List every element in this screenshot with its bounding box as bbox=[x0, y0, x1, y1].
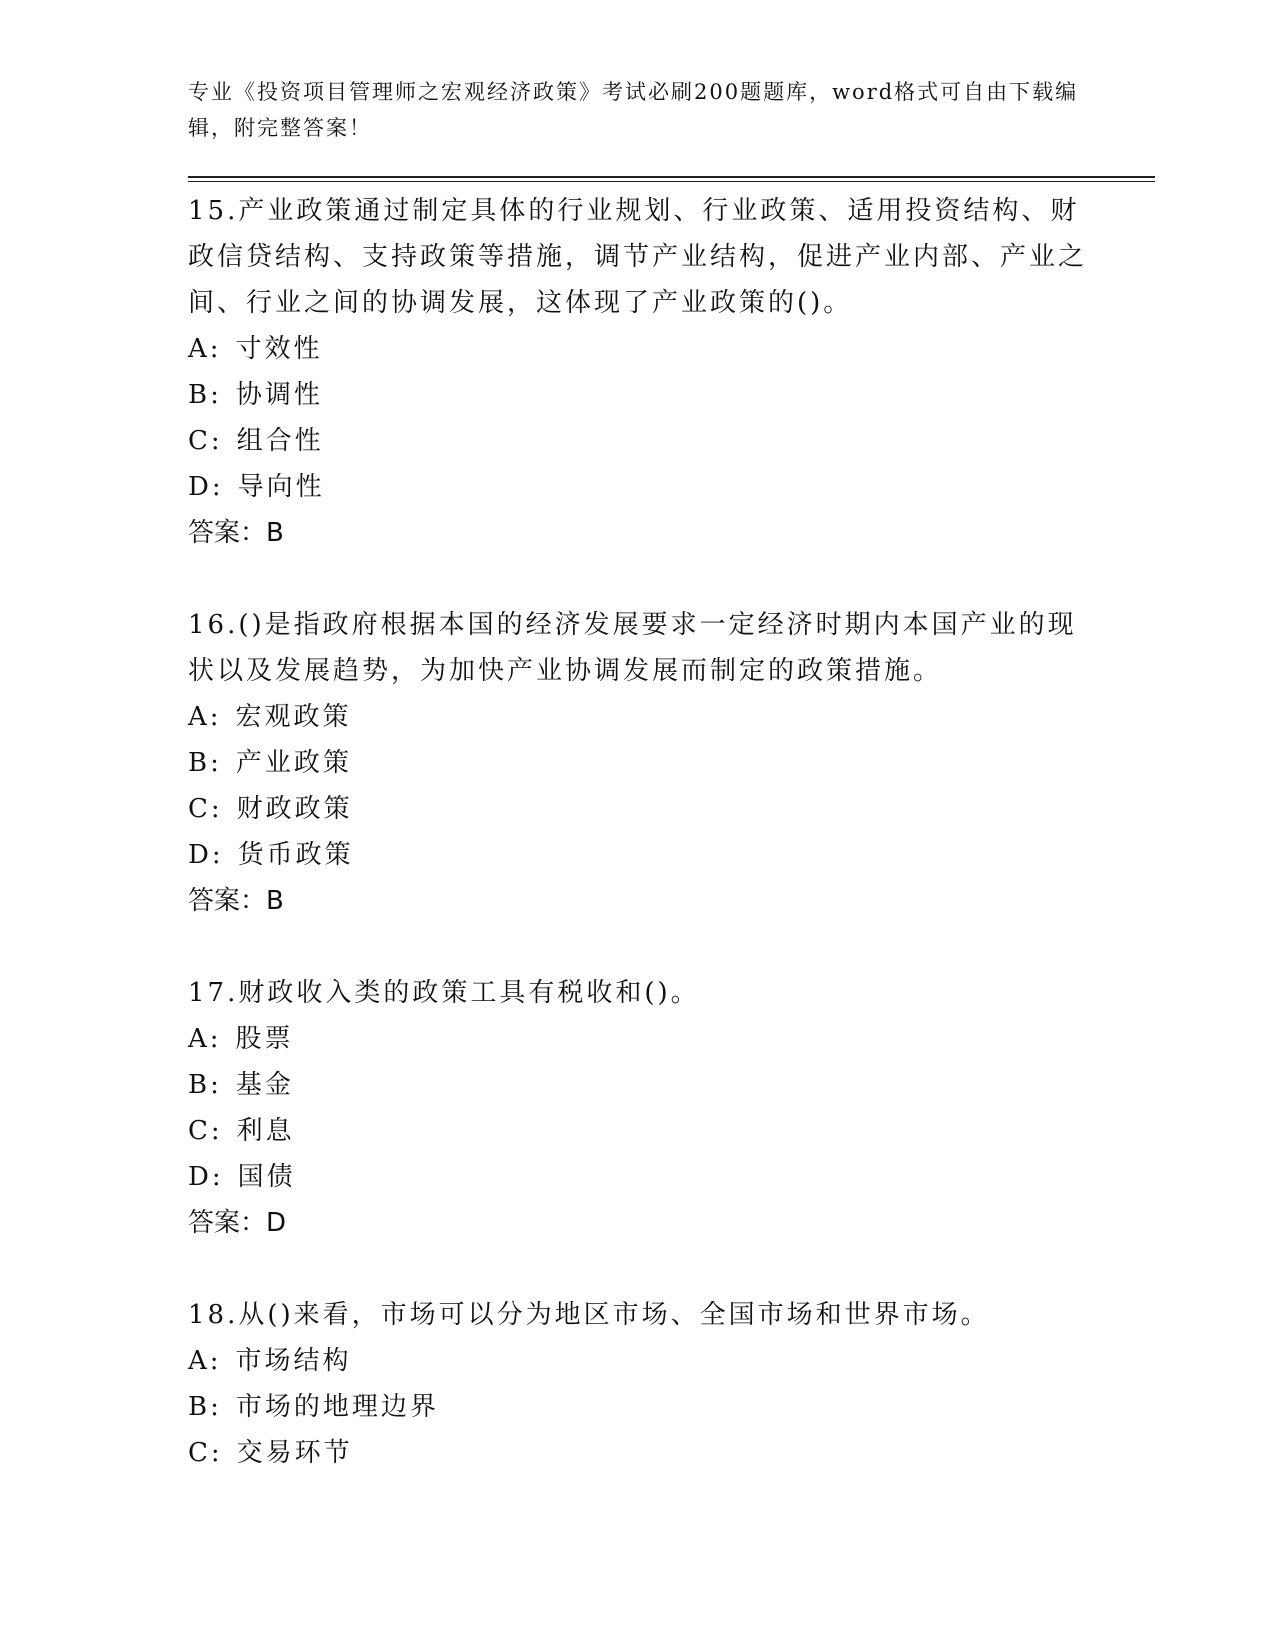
answer: 答案：B bbox=[188, 886, 284, 916]
header-divider bbox=[188, 176, 1155, 178]
option-label: A: bbox=[188, 702, 222, 732]
option-d bbox=[188, 464, 1088, 510]
answer: 答案：D bbox=[188, 1208, 287, 1238]
question-number: 18. bbox=[188, 1300, 239, 1330]
option-text: 市场结构 bbox=[235, 1346, 352, 1376]
option-label: A: bbox=[188, 334, 222, 364]
option-text: 协调性 bbox=[235, 380, 323, 410]
question-text bbox=[188, 1292, 1088, 1338]
option-text: 利息 bbox=[236, 1116, 295, 1146]
option-b bbox=[188, 740, 1088, 786]
question-18 bbox=[188, 1292, 1088, 1476]
option-text: 交易环节 bbox=[236, 1438, 353, 1468]
option-d bbox=[188, 832, 1088, 878]
option-label: C: bbox=[188, 794, 223, 824]
question-text bbox=[188, 188, 1088, 326]
option-text: 财政政策 bbox=[236, 794, 353, 824]
option-c bbox=[188, 1108, 1088, 1154]
option-c bbox=[188, 1430, 1088, 1476]
option-label: C: bbox=[188, 1116, 223, 1146]
option-text: 寸效性 bbox=[235, 334, 323, 364]
answer: 答案：B bbox=[188, 518, 284, 548]
option-text: 宏观政策 bbox=[235, 702, 352, 732]
question-body: 财政收入类的政策工具有税收和()。 bbox=[238, 978, 700, 1008]
question-body: ()是指政府根据本国的经济发展要求一定经济时期内本国产业的现状以及发展趋势，为加快产业协调发展而制定的政策措施。 bbox=[188, 610, 1077, 686]
option-b bbox=[188, 1384, 1088, 1430]
option-a bbox=[188, 1016, 1088, 1062]
question-15 bbox=[188, 188, 1088, 556]
question-text bbox=[188, 970, 1088, 1016]
option-label: D: bbox=[188, 1162, 224, 1192]
option-label: B: bbox=[188, 748, 222, 778]
option-text: 导向性 bbox=[237, 472, 325, 502]
option-text: 组合性 bbox=[236, 426, 324, 456]
option-label: B: bbox=[188, 1070, 222, 1100]
question-number: 16. bbox=[188, 610, 239, 640]
option-text: 货币政策 bbox=[237, 840, 354, 870]
question-number: 17. bbox=[188, 978, 239, 1008]
option-text: 市场的地理边界 bbox=[235, 1392, 439, 1422]
question-list bbox=[188, 188, 1088, 1522]
option-text: 基金 bbox=[235, 1070, 294, 1100]
option-a bbox=[188, 1338, 1088, 1384]
question-16 bbox=[188, 602, 1088, 924]
option-label: B: bbox=[188, 1392, 222, 1422]
option-c bbox=[188, 418, 1088, 464]
option-c bbox=[188, 786, 1088, 832]
option-a bbox=[188, 326, 1088, 372]
option-label: A: bbox=[188, 1346, 222, 1376]
option-label: C: bbox=[188, 1438, 223, 1468]
option-a bbox=[188, 694, 1088, 740]
option-label: D: bbox=[188, 840, 224, 870]
question-body: 产业政策通过制定具体的行业规划、行业政策、适用投资结构、财政信贷结构、支持政策等措施，调节产业结构，促进产业内部、产业之间、行业之间的协调发展，这体现了产业政策的()。 bbox=[188, 196, 1088, 318]
option-b bbox=[188, 372, 1088, 418]
option-text: 产业政策 bbox=[235, 748, 352, 778]
header-divider-thin bbox=[188, 181, 1155, 182]
option-text: 国债 bbox=[237, 1162, 296, 1192]
document-header: 专业《投资项目管理师之宏观经济政策》考试必刷200题题库，word格式可自由下载编辑，附完整答案！ bbox=[188, 80, 1079, 140]
option-label: C: bbox=[188, 426, 223, 456]
question-text bbox=[188, 602, 1088, 694]
option-b bbox=[188, 1062, 1088, 1108]
option-label: A: bbox=[188, 1024, 222, 1054]
question-body: 从()来看，市场可以分为地区市场、全国市场和世界市场。 bbox=[238, 1300, 990, 1330]
option-text: 股票 bbox=[235, 1024, 294, 1054]
option-d bbox=[188, 1154, 1088, 1200]
question-17 bbox=[188, 970, 1088, 1246]
question-number: 15. bbox=[188, 196, 239, 226]
option-label: B: bbox=[188, 380, 222, 410]
option-label: D: bbox=[188, 472, 224, 502]
